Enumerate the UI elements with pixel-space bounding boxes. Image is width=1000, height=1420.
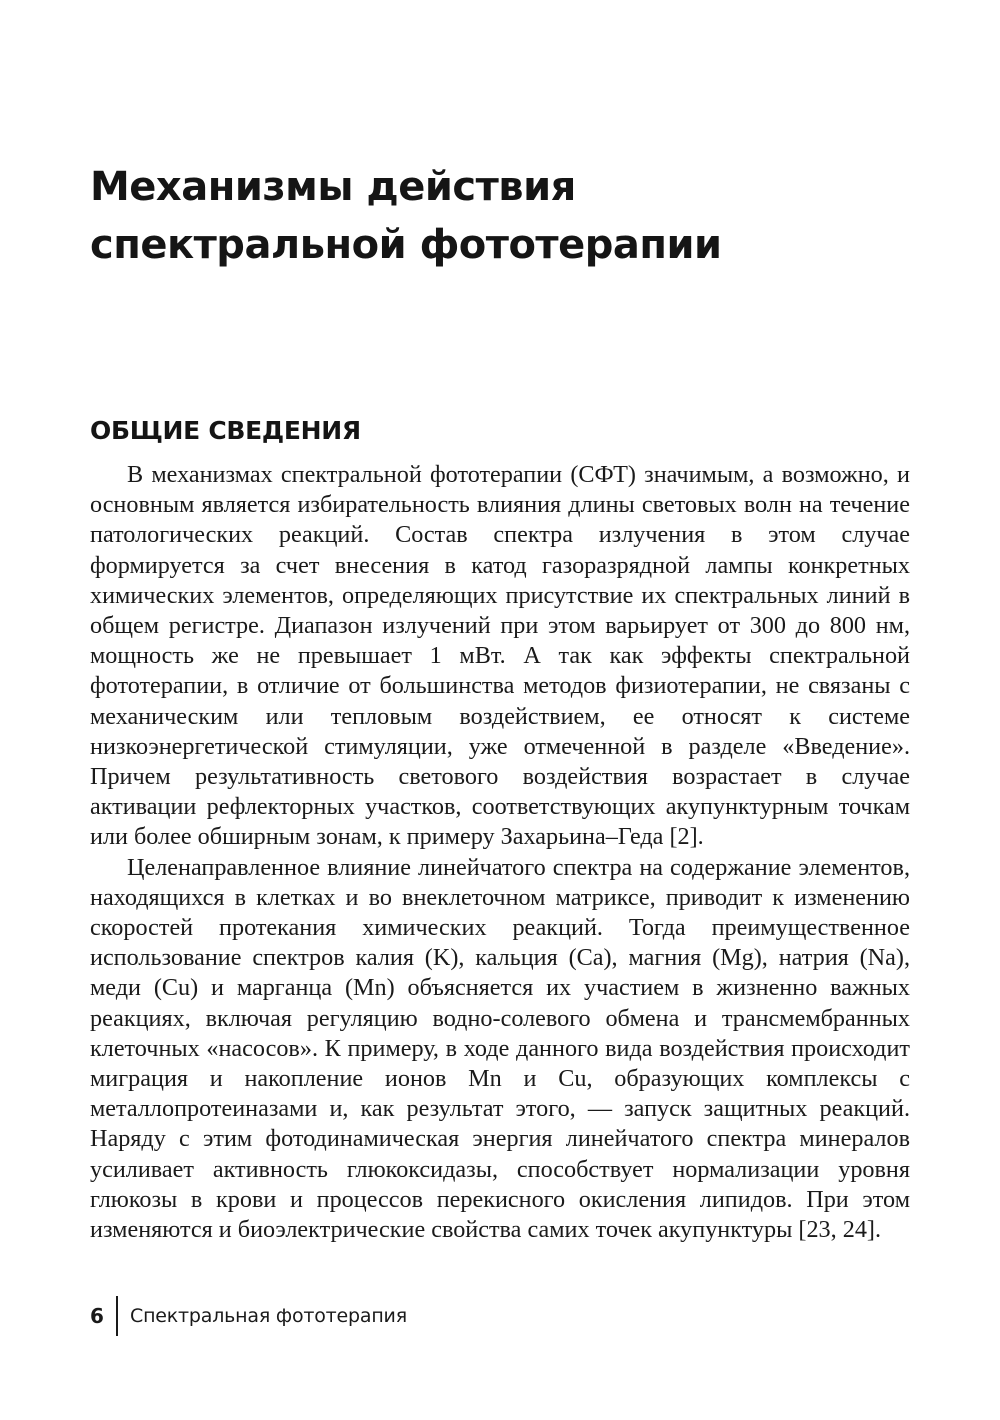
chapter-title (90, 158, 950, 274)
chapter-title-line-1: Механизмы действия (90, 164, 576, 210)
body-text (90, 460, 910, 1245)
page-number: 6 (90, 1304, 104, 1328)
page-footer (90, 1296, 407, 1336)
running-title: Спектральная фототерапия (130, 1305, 407, 1327)
footer-divider (116, 1296, 118, 1336)
chapter-title-line-2: спектральной фототерапии (90, 222, 722, 268)
paragraph-2: Целенаправленное влияние линейчатого спектра на содержание элементов, находящихся в клетках и во внеклеточном матриксе, приводит к изменению скоростей протекания химических реакций. Тогда преимущественное использование спектров калия (K), кальция (Ca), магния (Mg), натрия (Na), меди (Cu) и марганца (Mn) объясняется их участием в жизненно важных реакциях, включая регуляцию водно-солевого обмена и трансмембранных клеточных «насосов». К примеру, в ходе данного вида воздействия происходит миграция и накопление ионов Mn и Cu, образующих комплексы с металлопротеиназами и, как результат этого, — запуск защитных реакций. Наряду с этим фотодинамическая энергия линейчатого спектра минералов усиливает активность глюкоксидазы, способствует нормализации уровня глюкозы в крови и процессов перекисного окисления липидов. При этом изменяются и биоэлектрические свойства самих точек акупунктуры [23, 24]. (90, 853, 910, 1244)
paragraph-1: В механизмах спектральной фототерапии (СФТ) значимым, а возможно, и основным является избирательность влияния длины световых волн на течение патологических реакций. Состав спектра излучения в этом случае формируется за счет внесения в катод газоразрядной лампы конкретных химических элементов, определяющих присутствие их спектральных линий в общем регистре. Диапазон излучений при этом варьирует от 300 до 800 нм, мощность же не превышает 1 мВт. А так как эффекты спектральной фототерапии, в отличие от большинства методов физиотерапии, не связаны с механическим или тепловым воздействием, ее относят к системе низкоэнергетической стимуляции, уже отмеченной в разделе «Введение». Причем результативность светового воздействия возрастает в случае активации рефлекторных участков, соответствующих акупунктурным точкам или более обширным зонам, к примеру Захарьина–Геда [2]. (90, 461, 910, 851)
section-heading: ОБЩИЕ СВЕДЕНИЯ (90, 416, 361, 445)
